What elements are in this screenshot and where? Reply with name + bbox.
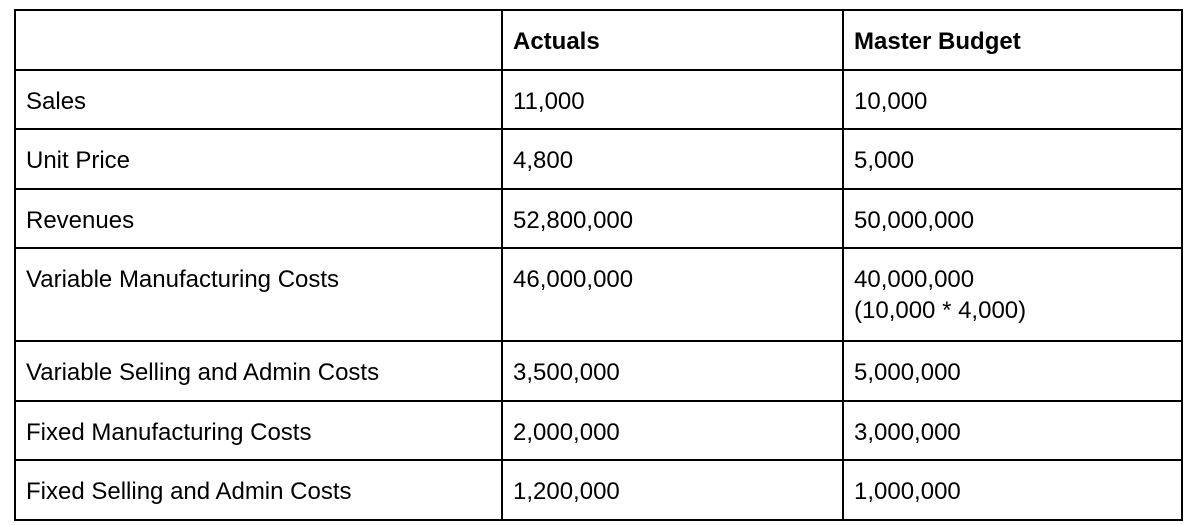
header-cell-master-budget: Master Budget: [843, 10, 1182, 70]
budget-value: 5,000: [843, 129, 1182, 189]
actuals-value: 4,800: [502, 129, 843, 189]
budget-value: 10,000: [843, 70, 1182, 129]
table-row-fixed-selling-admin-costs: [15, 460, 1182, 520]
row-label: Variable Manufacturing Costs: [15, 248, 502, 341]
row-label: Fixed Manufacturing Costs: [15, 401, 502, 460]
budget-value: 1,000,000: [843, 460, 1182, 520]
actuals-value: 11,000: [502, 70, 843, 129]
table-row-variable-selling-admin-costs: [15, 341, 1182, 401]
budget-cell: [843, 248, 1182, 341]
actuals-value: 52,800,000: [502, 189, 843, 248]
actuals-value: 2,000,000: [502, 401, 843, 460]
table-row-revenues: [15, 189, 1182, 248]
budget-comparison-table: [14, 9, 1183, 521]
budget-value: 3,000,000: [843, 401, 1182, 460]
budget-value: 40,000,000: [854, 266, 975, 293]
row-label: Unit Price: [15, 129, 502, 189]
actuals-value: 46,000,000: [502, 248, 843, 341]
budget-calculation-note: (10,000 * 4,000): [854, 297, 1027, 324]
header-cell-actuals: Actuals: [502, 10, 843, 70]
row-label: Revenues: [15, 189, 502, 248]
table-row-sales: [15, 70, 1182, 129]
table-row-fixed-manufacturing-costs: [15, 401, 1182, 460]
row-label: Fixed Selling and Admin Costs: [15, 460, 502, 520]
header-cell-blank: [15, 10, 502, 70]
actuals-value: 3,500,000: [502, 341, 843, 401]
row-label: Variable Selling and Admin Costs: [15, 341, 502, 401]
table-row-variable-manufacturing-costs: [15, 248, 1182, 341]
table-header-row: [15, 10, 1182, 70]
table-row-unit-price: [15, 129, 1182, 189]
row-label: Sales: [15, 70, 502, 129]
budget-value: 50,000,000: [843, 189, 1182, 248]
actuals-value: 1,200,000: [502, 460, 843, 520]
budget-value: 5,000,000: [843, 341, 1182, 401]
